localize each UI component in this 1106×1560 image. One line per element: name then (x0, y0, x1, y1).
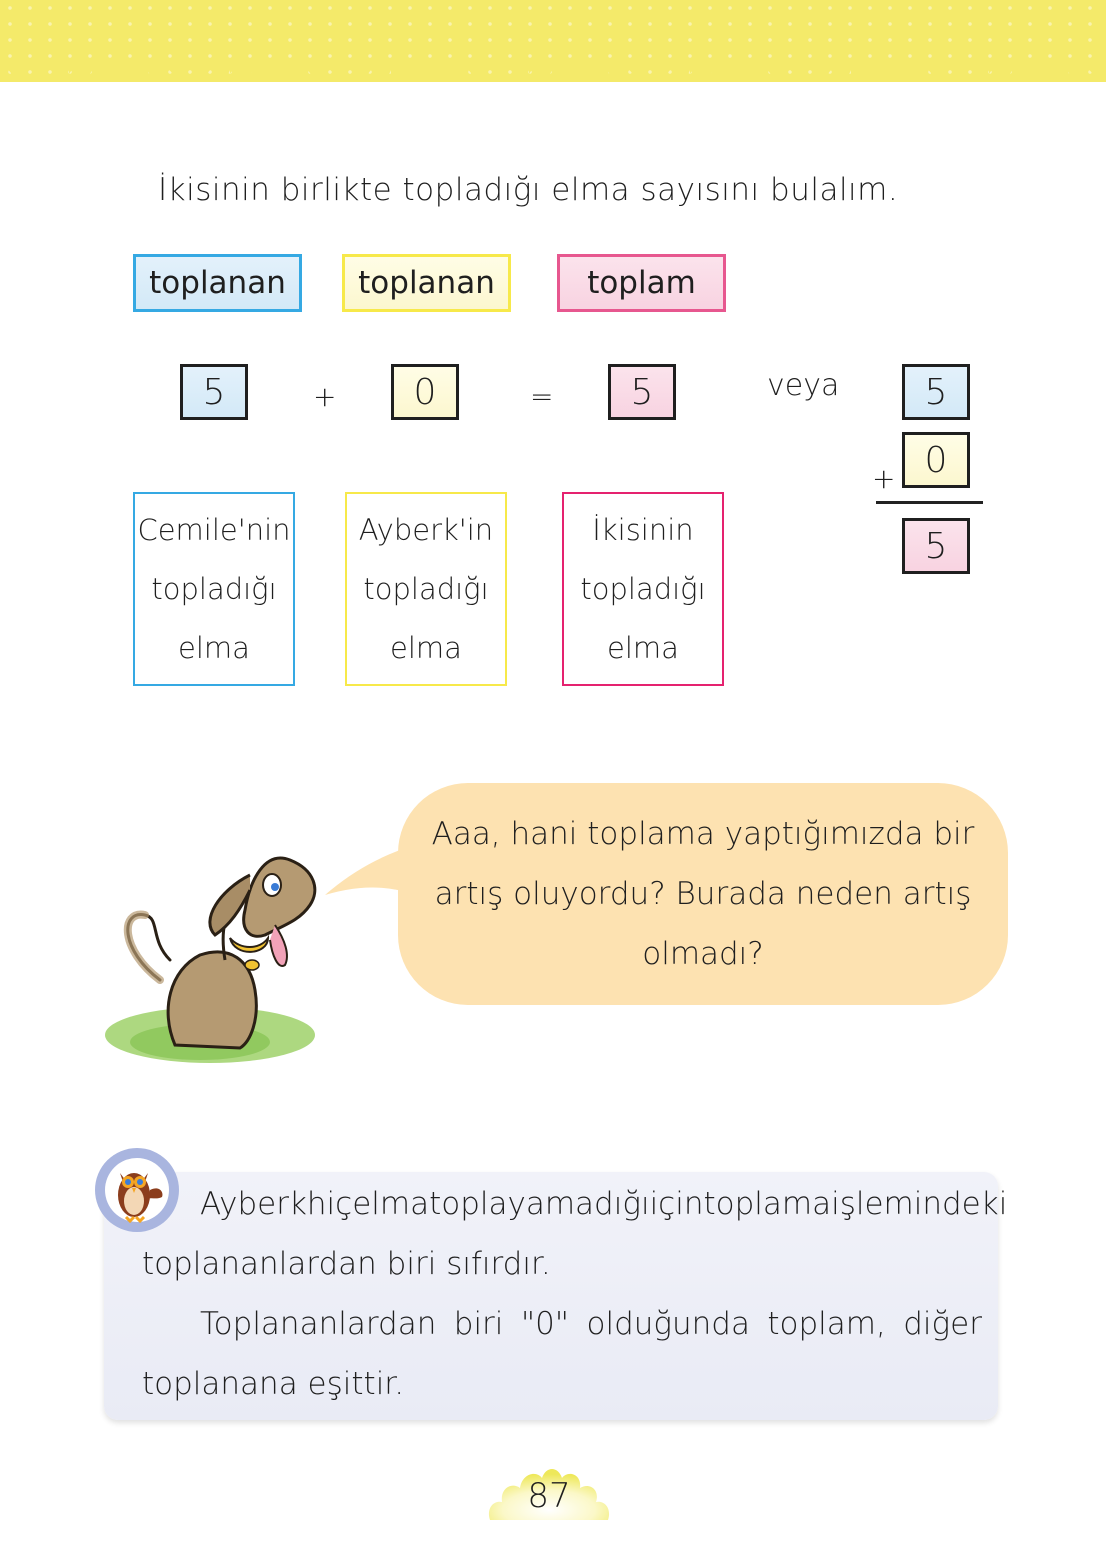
addend-1-box: 5 (180, 364, 248, 420)
label-addend-2: toplanan (342, 254, 511, 312)
description-line: İkisinin (592, 512, 694, 547)
or-word: veya (767, 368, 840, 403)
header-scallop-edge (0, 62, 1106, 86)
word: toplama (703, 1186, 832, 1222)
word: "0" (520, 1306, 570, 1342)
description-line: elma (178, 631, 250, 666)
info-line-3 (200, 1306, 982, 1342)
label-addend-1: toplanan (133, 254, 302, 312)
speech-line: Aaa, hani toplama yaptığımızda bir (431, 816, 975, 852)
word: elma (352, 1186, 430, 1222)
vertical-sum-box: 5 (902, 518, 970, 574)
owl-icon (92, 1145, 182, 1235)
sum-box: 5 (608, 364, 676, 420)
description-line: elma (607, 631, 679, 666)
vertical-addend-1-box: 5 (902, 364, 970, 420)
word: biri (453, 1306, 504, 1342)
description-line: topladığı (580, 571, 706, 606)
word: için (649, 1186, 704, 1222)
description-line: topladığı (151, 571, 277, 606)
word: işlemindeki (831, 1186, 1008, 1222)
page-title: İkisinin birlikte topladığı elma sayısını bulalım. (158, 172, 899, 208)
description-line: elma (390, 631, 462, 666)
info-line-2: toplananlardan biri sıfırdır. (142, 1246, 551, 1282)
speech-line: olmadı? (642, 936, 764, 972)
description-addend-2 (345, 492, 507, 686)
word: toplam, (767, 1306, 886, 1342)
word: Toplananlardan (200, 1306, 437, 1342)
sum-line (876, 501, 983, 504)
speech-line: artış oluyordu? Burada neden artış (434, 876, 972, 912)
description-line: Ayberk'in (358, 512, 494, 547)
word: olduğunda (586, 1306, 750, 1342)
dog-illustration-icon (100, 830, 330, 1070)
description-line: topladığı (363, 571, 489, 606)
vertical-plus-sign: + (872, 462, 896, 495)
page-number: 87 (527, 1476, 571, 1516)
info-line-1 (200, 1186, 1008, 1222)
word: hiç (306, 1186, 353, 1222)
word: Ayberk (200, 1186, 307, 1222)
vertical-addend-2-box: 0 (902, 432, 970, 488)
label-sum: toplam (557, 254, 726, 312)
description-addend-1 (133, 492, 295, 686)
description-sum (562, 492, 724, 686)
word: toplayamadığı (429, 1186, 650, 1222)
addend-2-box: 0 (391, 364, 459, 420)
equals-sign: = (530, 380, 554, 413)
speech-bubble (398, 783, 1008, 1005)
info-line-4: toplanana eşittir. (142, 1366, 405, 1402)
word: diğer (903, 1306, 982, 1342)
plus-sign: + (313, 380, 337, 413)
description-line: Cemile'nin (137, 512, 291, 547)
